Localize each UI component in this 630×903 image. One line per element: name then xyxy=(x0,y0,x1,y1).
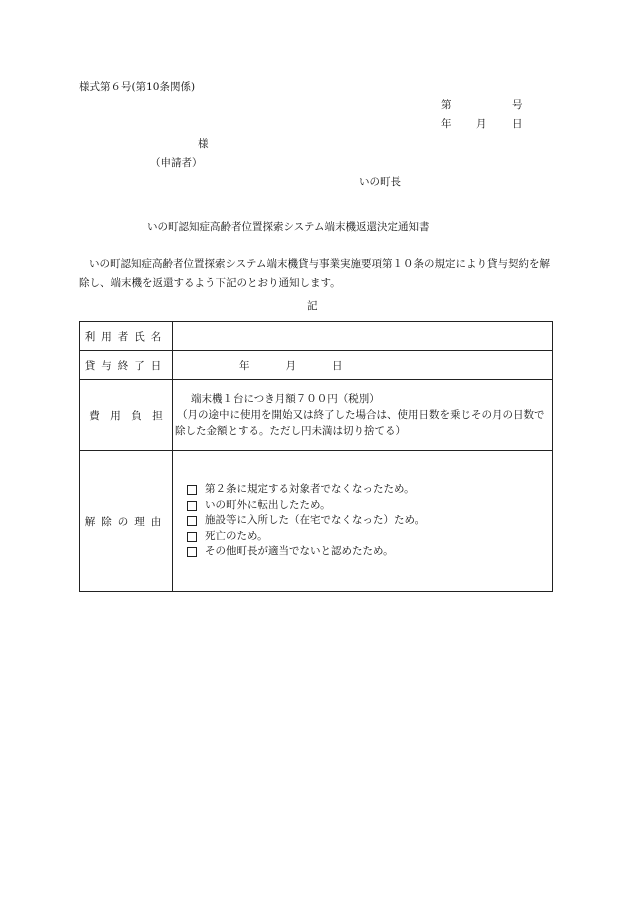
checkbox-icon[interactable] xyxy=(187,516,197,526)
checkbox-icon[interactable] xyxy=(187,532,197,542)
list-item[interactable] xyxy=(187,544,552,560)
doc-number-label: 第 xyxy=(441,99,452,111)
table-row-fee xyxy=(80,380,553,451)
reason-label: 解除の理由 xyxy=(80,451,173,592)
checkbox-icon[interactable] xyxy=(187,501,197,511)
reason-text: いの町外に転出したため。 xyxy=(205,498,331,511)
list-item[interactable] xyxy=(187,529,552,545)
addressee-role: （申請者） xyxy=(150,157,203,169)
doc-number-suffix: 号 xyxy=(512,99,523,111)
reason-field xyxy=(173,451,553,592)
table-row-end-date xyxy=(80,351,553,380)
list-item[interactable] xyxy=(187,482,552,498)
fee-label: 費 用 負 担 xyxy=(80,380,173,451)
addressee-honorific: 様 xyxy=(198,138,209,150)
end-date-month: 月 xyxy=(285,359,296,372)
user-name-label: 利用者氏名 xyxy=(80,322,173,351)
form-number: 様式第６号(第10条関係) xyxy=(79,81,196,93)
fee-main: 端末機１台につき月額７００円（税別） xyxy=(191,393,380,405)
table-row-reason xyxy=(80,451,553,592)
issue-date-day: 日 xyxy=(512,118,523,130)
reason-text: 第２条に規定する対象者でなくなったため。 xyxy=(205,483,415,496)
list-item[interactable] xyxy=(187,498,552,514)
reason-text: 死亡のため。 xyxy=(205,529,268,542)
checkbox-icon[interactable] xyxy=(187,547,197,557)
notice-body: いの町認知症高齢者位置探索システム端末機貸与事業実施要項第１０条の規定により貸与契約を解除し、端末機を返還するよう下記のとおり通知します。 xyxy=(79,258,550,289)
table-row-user-name xyxy=(80,322,553,351)
ki-heading: 記 xyxy=(307,300,318,312)
fee-note: （月の途中に使用を開始又は終了した場合は、使用日数を乗じその月の日数で除した金額とする。ただし円未満は切り捨てる） xyxy=(175,409,545,437)
issuer-name: いの町長 xyxy=(359,176,401,188)
user-name-field[interactable] xyxy=(173,322,553,351)
notice-table xyxy=(79,321,553,592)
fee-field xyxy=(173,380,553,451)
checkbox-icon[interactable] xyxy=(187,485,197,495)
list-item[interactable] xyxy=(187,513,552,529)
issue-date-year: 年 xyxy=(441,118,452,130)
reason-text: 施設等に入所した（在宅でなくなった）ため。 xyxy=(205,514,426,527)
end-date-day: 日 xyxy=(332,359,343,372)
end-date-field[interactable] xyxy=(173,351,553,380)
document-title: いの町認知症高齢者位置探索システム端末機返還決定通知書 xyxy=(147,221,430,233)
end-date-label: 貸与終了日 xyxy=(80,351,173,380)
reason-text: その他町長が適当でないと認めたため。 xyxy=(205,545,394,558)
issue-date-month: 月 xyxy=(476,118,487,130)
end-date-year: 年 xyxy=(239,359,250,372)
reason-list xyxy=(173,482,552,560)
